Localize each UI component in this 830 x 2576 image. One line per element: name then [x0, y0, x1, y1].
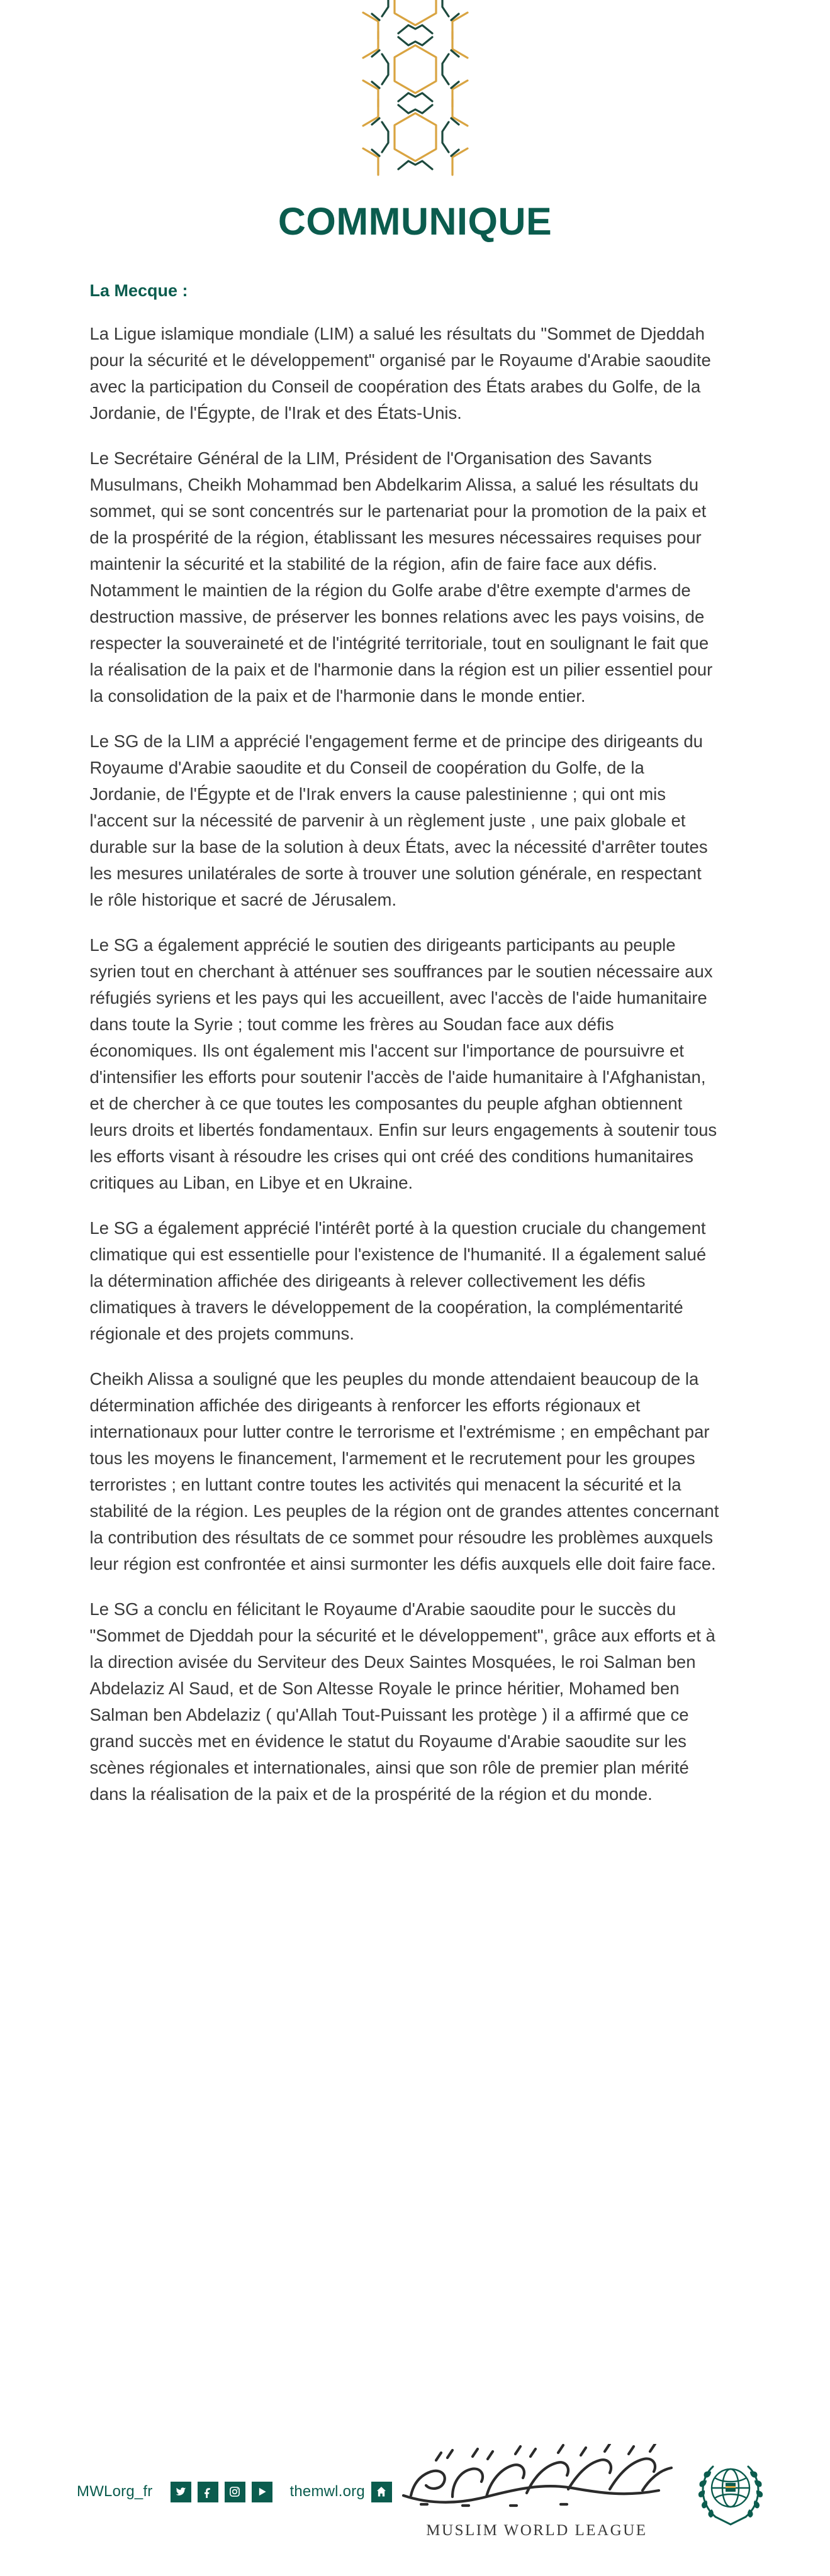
body-paragraph: Le SG de la LIM a apprécié l'engagement ferme et de principe des dirigeants du Royaume d'Arabie saoudite et du Conseil de coopération du Golfe, de la Jordanie, de l'Égypte et de l'Irak envers la cause palestinienne ; qui ont mis l'accent sur la nécessité de parvenir à un règlement juste , une paix globale et durable sur la base de la solution à deux États, avec la nécessité d'arrêter toutes les mesures unilatérales de sorte à trouver une solution générale, en respectant le rôle historique et sacré de Jérusalem. — [89, 731, 708, 910]
youtube-icon[interactable] — [252, 2482, 272, 2502]
body-paragraph: Le Secrétaire Général de la LIM, Président de l'Organisation des Savants Musulmans, Cheikh Mohammad ben Abdelkarim Alissa, a salué les résultats du sommet, qui se sont concentrés sur le partenariat pour la promotion de la paix et de la prospérité de la région, établissant les mesures nécessaires requises pour maintenir la sécurité et la stabilité de la région, afin de faire face aux défis. Notamment le maintien de la région du Golfe arabe d'être exempte d'armes de destruction massive, de préserver les bonnes relations avec les pays voisins, de respecter la souveraineté et de l'intégrité territoriale, tout en soulignant le fait que la réalisation de la paix et de l'harmonie dans la région est un pilier essentiel pour la consolidation de la paix et de l'harmonie dans le monde entier. — [89, 448, 713, 706]
body-paragraph: Le SG a également apprécié l'intérêt porté à la question cruciale du changement climatique qui est essentielle pour l'existence de l'humanité. Il a également salué la détermination affichée des dirigeants à relever collectivement les défis climatiques à travers le développement de la coopération, la complémentarité régionale et des projets communs. — [89, 1218, 707, 1344]
page-footer — [0, 2444, 830, 2576]
body-paragraph: Le SG a conclu en félicitant le Royaume d'Arabie saoudite pour le succès du "Sommet de Djeddah pour la sécurité et le développement", grâce aux efforts et à la direction avisée du Serviteur des Deux Saintes Mosquées, le roi Salman ben Abdelaziz Al Saud, et de Son Altesse Royale le prince héritier, Mohamed ben Salman ben Abdelaziz ( qu'Allah Tout-Puissant les protège ) il a affirmé que ce grand succès met en évidence le statut du Royaume d'Arabie saoudite sur les scènes régionales et internationales, ainsi que son rôle de premier plan mérité dans la réalisation de la paix et de la prospérité de la région et du monde. — [89, 1599, 715, 1804]
website-url[interactable]: themwl.org — [289, 2483, 365, 2500]
facebook-icon[interactable] — [198, 2482, 218, 2502]
page-title: COMMUNIQUE — [278, 200, 552, 243]
instagram-icon[interactable] — [225, 2482, 245, 2502]
dateline: La Mecque : — [89, 281, 188, 300]
mwl-logo — [392, 2444, 771, 2540]
mwl-logo-text — [392, 2444, 681, 2540]
twitter-glyph — [174, 2485, 187, 2498]
body-paragraph: La Ligue islamique mondiale (LIM) a salué les résultats du "Sommet de Djeddah pour la sécurité et le développement" organisé par le Royaume d'Arabie saoudite avec la participation du Conseil de coopération des États arabes du Golfe, de la Jordanie, de l'Égypte, de l'Irak et des États-Unis. — [89, 324, 711, 423]
document-body — [79, 280, 752, 1807]
body-paragraph: Cheikh Alissa a souligné que les peuples du monde attendaient beaucoup de la détermination affichée des dirigeants à renforcer les efforts régionaux et internationaux pour lutter contre le terrorisme et l'extrémisme ; en empêchant par tous les moyens le financement, l'armement et le recrutement pour les groupes terroristes ; en luttant contre toutes les activités qui menacent la sécurité et la stabilité de la région. Les peuples de la région ont de grandes attentes concernant la contribution des résultats de ce sommet pour résoudre les problèmes auxquels leur région est confrontée et ainsi surmonter les défis auxquels elle doit faire face. — [89, 1369, 719, 1574]
header-ornament-band — [0, 0, 830, 208]
mwl-arabic-calligraphy — [392, 2444, 681, 2518]
title-block — [0, 200, 830, 243]
arabic-calligraphy-glyph — [392, 2444, 681, 2518]
home-glyph — [375, 2485, 388, 2498]
mwl-brand-name: MUSLIM WORLD LEAGUE — [426, 2522, 648, 2539]
facebook-glyph — [201, 2485, 214, 2498]
instagram-glyph — [228, 2485, 241, 2498]
play-triangle-glyph — [255, 2485, 268, 2498]
paragraph-list — [90, 321, 752, 1807]
home-icon[interactable] — [371, 2482, 392, 2502]
social-handle: MWLorg_fr — [77, 2483, 153, 2500]
islamic-pattern-ornament — [343, 0, 488, 208]
social-links — [77, 2478, 392, 2506]
body-paragraph: Le SG a également apprécié le soutien des dirigeants participants au peuple syrien tout en cherchant à atténuer ses souffrances par le soutien nécessaire aux réfugiés syriens et les pays qui les accueillent, avec l'accès de l'aide humanitaire dans toute la Syrie ; tout comme les frères au Soudan face aux défis économiques. Ils ont également mis l'accent sur l'importance de poursuivre et d'intensifier les efforts pour soutenir l'accès de l'aide humanitaire à l'Afghanistan, et de chercher à ce que toutes les composantes du peuple afghan obtiennent leurs droits et libertés fondamentaux. Enfin sur leurs engagements à soutenir tous les efforts visant à résoudre les crises qui ont créé des conditions humanitaires critiques au Liban, en Libye et en Ukraine. — [89, 935, 717, 1193]
twitter-icon[interactable] — [171, 2482, 191, 2502]
mwl-globe-wreath-emblem — [690, 2451, 771, 2532]
